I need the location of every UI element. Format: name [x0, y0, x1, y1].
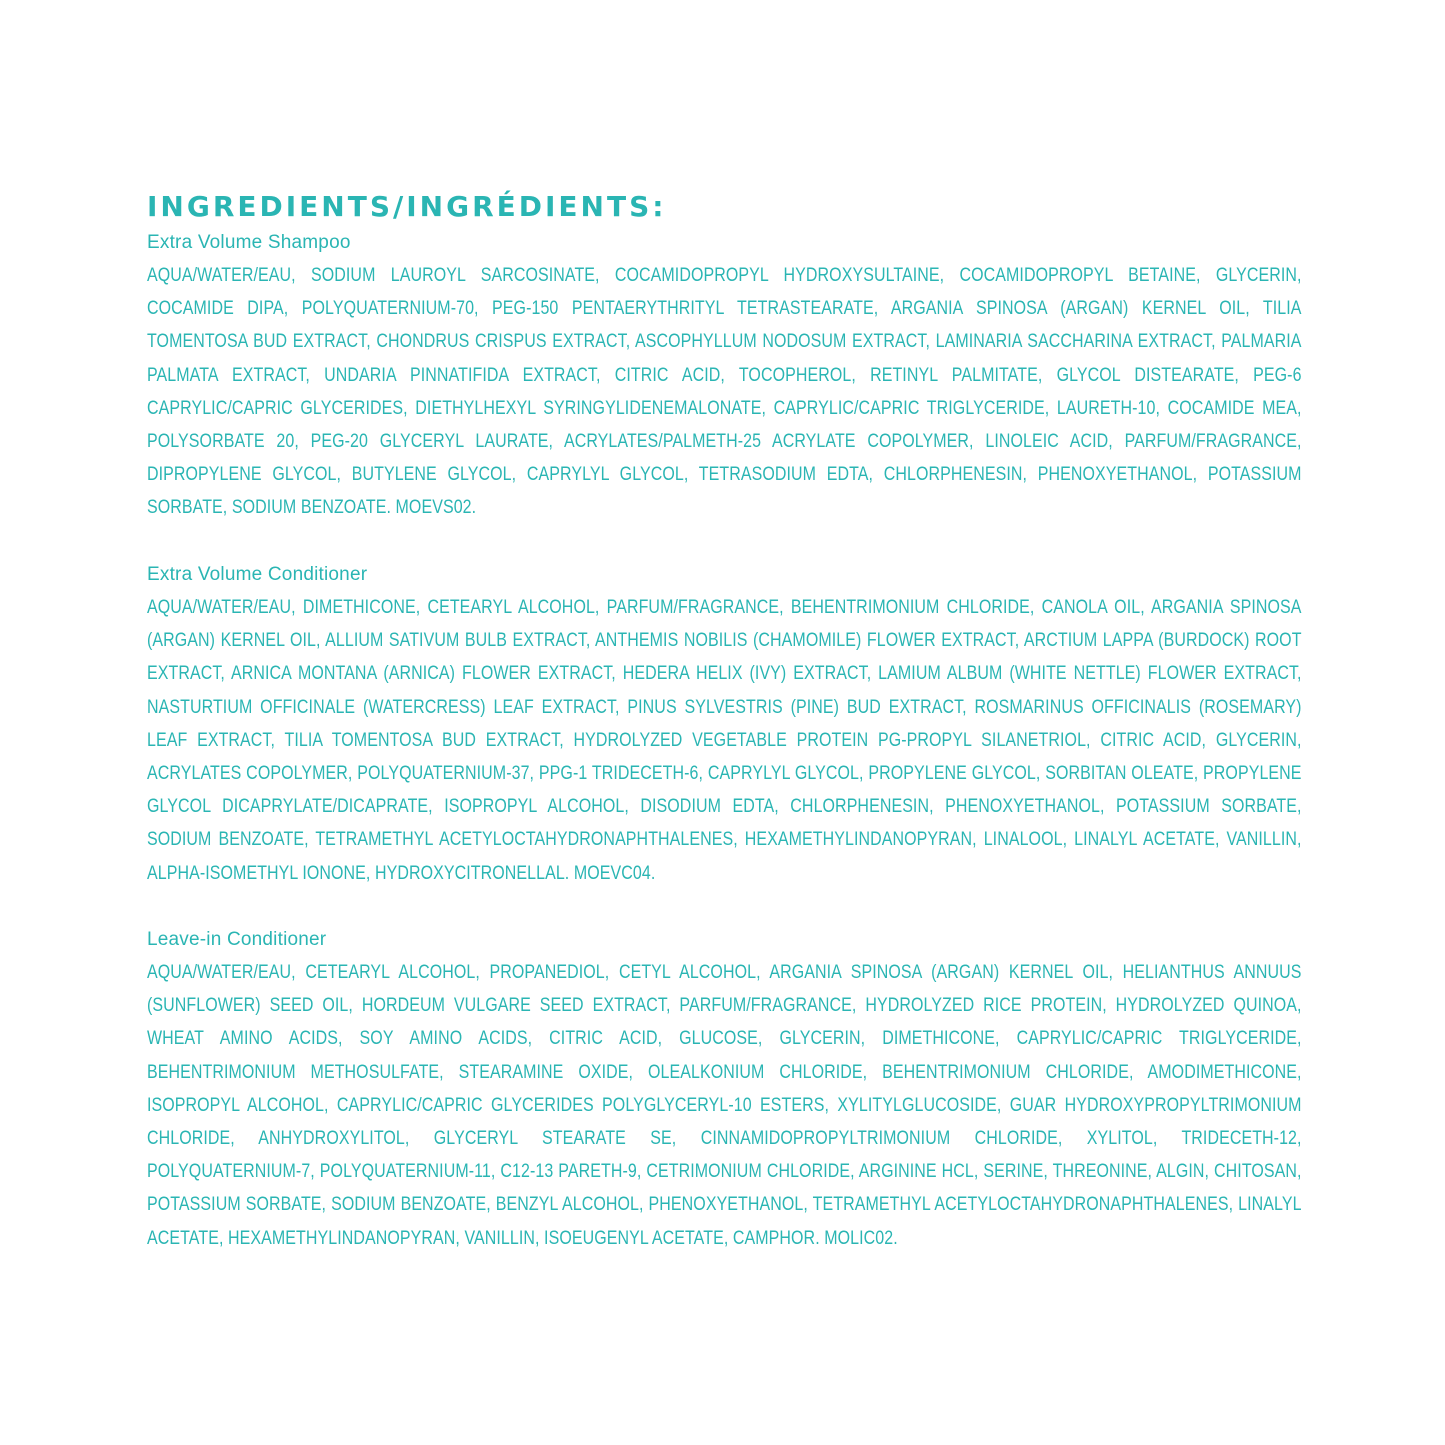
section-extra-volume-conditioner [147, 558, 1302, 890]
product-name-shampoo: Extra Volume Shampoo [147, 232, 351, 253]
section-leave-in-conditioner [147, 923, 1302, 1255]
ingredient-list-conditioner: AQUA/WATER/EAU, DIMETHICONE, CETEARYL ALCOHOL, PARFUM/FRAGRANCE, BEHENTRIMONIUM CHLORIDE, CANOLA OIL, ARGANIA SPINOSA (ARGAN) KERNEL OIL, ALLIUM SATIVUM BULB EXTRACT, ANTHEMIS NOBILIS (CHAMOMILE) FLOWER EXTRACT, ARCTIUM LAPPA (BURDOCK) ROOT EXTRACT, ARNICA MONTANA (ARNICA) FLOWER EXTRACT, HEDERA HELIX (IVY) EXTRACT, LAMIUM ALBUM (WHITE NETTLE) FLOWER EXTRACT, NASTURTIUM OFFICINALE (WATERCRESS) LEAF EXTRACT, PINUS SYLVESTRIS (PINE) BUD EXTRACT, ROSMARINUS OFFICINALIS (ROSEMARY) LEAF EXTRACT, TILIA TOMENTOSA BUD EXTRACT, HYDROLYZED VEGETABLE PROTEIN PG-PROPYL SILANETRIOL, CITRIC ACID, GLYCERIN, ACRYLATES COPOLYMER, POLYQUATERNIUM-37, PPG-1 TRIDECETH-6, CAPRYLYL GLYCOL, PROPYLENE GLYCOL, SORBITAN OLEATE, PROPYLENE GLYCOL DICAPRYLATE/DICAPRATE, ISOPROPYL ALCOHOL, DISODIUM EDTA, CHLORPHENESIN, PHENOXYETHANOL, POTASSIUM SORBATE, SODIUM BENZOATE, TETRAMETHYL ACETYLOCTAHYDRONAPHTHALENES, HEXAMETHYLINDANOPYRAN, LINALOOL, LINALYL ACETATE, VANILLIN, ALPHA-ISOMETHYL IONONE, HYDROXYCITRONELLAL. MOEVC04. [147, 596, 1302, 884]
section-extra-volume-shampoo [147, 226, 1302, 525]
ingredient-list-leave-in: AQUA/WATER/EAU, CETEARYL ALCOHOL, PROPANEDIOL, CETYL ALCOHOL, ARGANIA SPINOSA (ARGAN) KERNEL OIL, HELIANTHUS ANNUUS (SUNFLOWER) SEED OIL, HORDEUM VULGARE SEED EXTRACT, PARFUM/FRAGRANCE, HYDROLYZED RICE PROTEIN, HYDROLYZED QUINOA, WHEAT AMINO ACIDS, SOY AMINO ACIDS, CITRIC ACID, GLUCOSE, GLYCERIN, DIMETHICONE, CAPRYLIC/CAPRIC TRIGLYCERIDE, BEHENTRIMONIUM METHOSULFATE, STEARAMINE OXIDE, OLEALKONIUM CHLORIDE, BEHENTRIMONIUM CHLORIDE, AMODIMETHICONE, ISOPROPYL ALCOHOL, CAPRYLIC/CAPRIC GLYCERIDES POLYGLYCERYL-10 ESTERS, XYLITYLGLUCOSIDE, GUAR HYDROXYPROPYLTRIMONIUM CHLORIDE, ANHYDROXYLITOL, GLYCERYL STEARATE SE, CINNAMIDOPROPYLTRIMONIUM CHLORIDE, XYLITOL, TRIDECETH-12, POLYQUATERNIUM-7, POLYQUATERNIUM-11, C12-13 PARETH-9, CETRIMONIUM CHLORIDE, ARGININE HCL, SERINE, THREONINE, ALGIN, CHITOSAN, POTASSIUM SORBATE, SODIUM BENZOATE, BENZYL ALCOHOL, PHENOXYETHANOL, TETRAMETHYL ACETYLOCTAHYDRONAPHTHALENES, LINALYL ACETATE, HEXAMETHYLINDANOPYRAN, VANILLIN, ISOEUGENYL ACETATE, CAMPHOR. MOLIC02. [147, 961, 1302, 1249]
ingredients-document [147, 188, 1302, 1288]
ingredient-list-shampoo: AQUA/WATER/EAU, SODIUM LAUROYL SARCOSINATE, COCAMIDOPROPYL HYDROXYSULTAINE, COCAMIDOPROPYL BETAINE, GLYCERIN, COCAMIDE DIPA, POLYQUATERNIUM-70, PEG-150 PENTAERYTHRITYL TETRASTEARATE, ARGANIA SPINOSA (ARGAN) KERNEL OIL, TILIA TOMENTOSA BUD EXTRACT, CHONDRUS CRISPUS EXTRACT, ASCOPHYLLUM NODOSUM EXTRACT, LAMINARIA SACCHARINA EXTRACT, PALMARIA PALMATA EXTRACT, UNDARIA PINNATIFIDA EXTRACT, CITRIC ACID, TOCOPHEROL, RETINYL PALMITATE, GLYCOL DISTEARATE, PEG-6 CAPRYLIC/CAPRIC GLYCERIDES, DIETHYLHEXYL SYRINGYLIDENEMALONATE, CAPRYLIC/CAPRIC TRIGLYCERIDE, LAURETH-10, COCAMIDE MEA, POLYSORBATE 20, PEG-20 GLYCERYL LAURATE, ACRYLATES/PALMETH-25 ACRYLATE COPOLYMER, LINOLEIC ACID, PARFUM/FRAGRANCE, DIPROPYLENE GLYCOL, BUTYLENE GLYCOL, CAPRYLYL GLYCOL, TETRASODIUM EDTA, CHLORPHENESIN, PHENOXYETHANOL, POTASSIUM SORBATE, SODIUM BENZOATE. MOEVS02. [147, 264, 1302, 519]
ingredients-heading: INGREDIENTS/INGRÉDIENTS: [147, 190, 667, 223]
ingredient-list-wrapper [147, 591, 1302, 890]
product-name-conditioner: Extra Volume Conditioner [147, 564, 368, 585]
ingredient-list-wrapper [147, 956, 1302, 1255]
ingredient-list-wrapper [147, 259, 1302, 525]
product-name-leave-in: Leave-in Conditioner [147, 929, 327, 950]
